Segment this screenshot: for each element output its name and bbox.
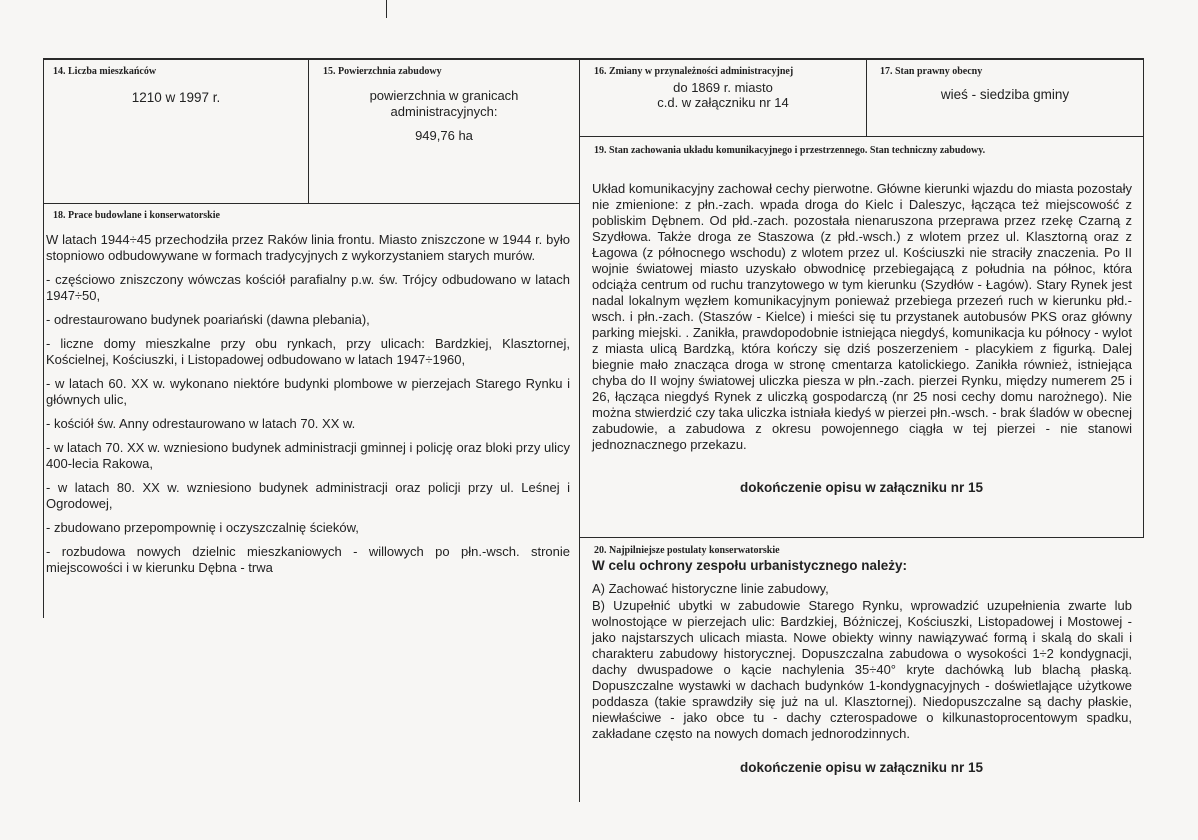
divider-center — [579, 58, 580, 802]
box15-title: 15. Powierzchnia zabudowy — [323, 66, 442, 77]
box20-point-b: B) Uzupełnić ubytki w zabudowie Starego Rynku, wprowadzić uzupełnienia zwarte lub wolnostojące w pierzejach ulic: Bardzkiej, Bóżniczej, Kościuszki, Listopadowej i Mostowej - jako najstarszych ulicach miasta. Nowe obiekty winny nawiązywać formą i skalą do skali i charakteru zabudowy historycznej. Dopuszczalna zabudowa o wysokości 1÷2 kondygnacji, dachy dwuspadowe o kącie nachylenia 35÷40° kryte dachówką lub blachą płaską. Dopuszczalne wystawki w dachach budynków 1-kondygnacyjnych - doświetlające użytkowe poddasza (takie sprawdziły się już na ul. Klasztornej). Niedopuszczalne są dachy płaskie, niewłaściwe - jako obce tu - dachy czterospadowe o kilkunastoprocentowym spadku, zakładane często na nowych domach jednorodzinnych. — [592, 598, 1132, 741]
left-border — [43, 58, 44, 618]
box15-line1: powierzchnia w granicach — [369, 88, 519, 103]
box18-paragraph: - odrestaurowano budynek poariański (dawna plebania), — [46, 312, 370, 327]
box16-line1: do 1869 r. miasto — [673, 80, 773, 95]
box18-body — [46, 232, 570, 584]
box20-title: 20. Najpilniejsze postulaty konserwatorskie — [594, 545, 780, 556]
box20-footer: dokończenie opisu w załączniku nr 15 — [739, 760, 984, 775]
divider-under-14-15 — [43, 203, 580, 204]
box18-paragraph: - kościół św. Anny odrestaurowano w latach 70. XX w. — [46, 416, 356, 431]
box19-footer: dokończenie opisu w załączniku nr 15 — [739, 480, 984, 495]
box17-title: 17. Stan prawny obecny — [880, 66, 983, 77]
box18-paragraph: - w latach 60. XX w. wykonano niektóre budynki plombowe w pierzejach Starego Rynku i głównych ulic, — [46, 376, 570, 407]
box17-value: wieś - siedziba gminy — [940, 87, 1070, 102]
divider-19-20 — [579, 537, 1143, 538]
box20-lead: W celu ochrony zespołu urbanistycznego należy: — [592, 558, 908, 573]
box15-line2: administracyjnych: — [390, 104, 498, 119]
box18-paragraph: - częściowo zniszczony wówczas kościół parafialny p.w. św. Trójcy odbudowano w latach 1947÷50, — [46, 272, 570, 303]
box18-title: 18. Prace budowlane i konserwatorskie — [53, 210, 220, 221]
box18-paragraph: - w latach 70. XX w. wzniesiono budynek administracji gminnej i policję oraz bloki przy ulicy 400-lecia Rakowa, — [46, 440, 570, 471]
box16-line2: c.d. w załączniku nr 14 — [657, 95, 789, 110]
box15-value: 949,76 ha — [415, 128, 473, 143]
divider-under-16-17 — [579, 136, 1143, 137]
box14-title: 14. Liczba mieszkańców — [53, 66, 157, 77]
top-tick-line — [386, 0, 387, 18]
box19-title: 19. Stan zachowania układu komunikacyjnego i przestrzennego. Stan techniczny zabudowy. — [594, 145, 986, 156]
box19-body: Układ komunikacyjny zachował cechy pierwotne. Główne kierunki wjazdu do miasta pozostały nie zmienione: z płn.-zach. wpada droga do Kielc i Daleszyc, łącząca też miejscowość z pobliskim Dębnem. Od płd.-zach. pozostała nienaruszona przeprawa przez rzekę Czarną z Szydłowa. Także droga ze Staszowa (z płd.-wsch.) z wlotem przez ul. Klasztorną oraz z Łagowa (z północnego wschodu) z wlotem przez ul. Kościuszki nie straciły znaczenia. Po II wojnie światowej miasto uzyskało obwodnicę przebiegającą z południa na północ, która odciąża centrum od ruchu tranzytowego w tym kierunku (Szydłów - Łagów). Stary Rynek jest nadal lokalnym węzłem komunikacyjnym ponieważ przebiega przezeń ruch w kierunku płd.-wsch. i płn.-zach. (Staszów - Kielce) i mieści się tu przystanek autobusów PKS oraz główny parking miejski. . Zanikła, prawdopodobnie istniejąca niegdyś, komunikacja ku północy - wylot z miasta ulicą Bardzką, która kończy się dziś poszerzeniem - placykiem z figurką. Dalej biegnie mało znacząca droga w stronę cmentarza katolickiego. Zanikła również, istniejąca chyba do II wojny światowej uliczka piesza w płn.-zach. pierzei Rynku, między numerem 25 i 26, łącząca niegdyś Rynek z uliczką gospodarczą (nr 25 nosi cechy domu narożnego). Nie można stwierdzić czy taka uliczka istniała kiedyś w pierzei płn.-wsch. - brak śladów w obecnej zabudowie, a zabudowa z okresu powojennego ciągła w tej pierzei - nie stanowi jednoznacznego przekazu. — [592, 181, 1132, 452]
top-border — [43, 58, 1143, 60]
box14-value: 1210 w 1997 r. — [131, 90, 221, 105]
box16-title: 16. Zmiany w przynależności administracyjnej — [594, 66, 794, 77]
box18-paragraph: - zbudowano przepompownię i oczyszczalnię ścieków, — [46, 520, 359, 535]
box18-paragraph: - w latach 80. XX w. wzniesiono budynek administracji oraz policji przy ul. Leśnej i Ogrodowej, — [46, 480, 570, 511]
box18-paragraph: - liczne domy mieszkalne przy obu rynkach, przy ulicach: Bardzkiej, Klasztornej, Kościelnej, Kościuszki, i Listopadowej odbudowano w latach 1947÷1960, — [46, 336, 570, 367]
box18-paragraph: - rozbudowa nowych dzielnic mieszkaniowych - willowych po płn.-wsch. stronie miejscowości i w kierunku Dębna - trwa — [46, 544, 570, 575]
box20-point-a: A) Zachować historyczne linie zabudowy, — [592, 581, 829, 596]
right-border — [1143, 58, 1144, 538]
box18-paragraph: W latach 1944÷45 przechodziła przez Raków linia frontu. Miasto zniszczone w 1944 r. było stopniowo odbudowywane w formach tradycyjnych z wykorzystaniem starych murów. — [46, 232, 570, 263]
